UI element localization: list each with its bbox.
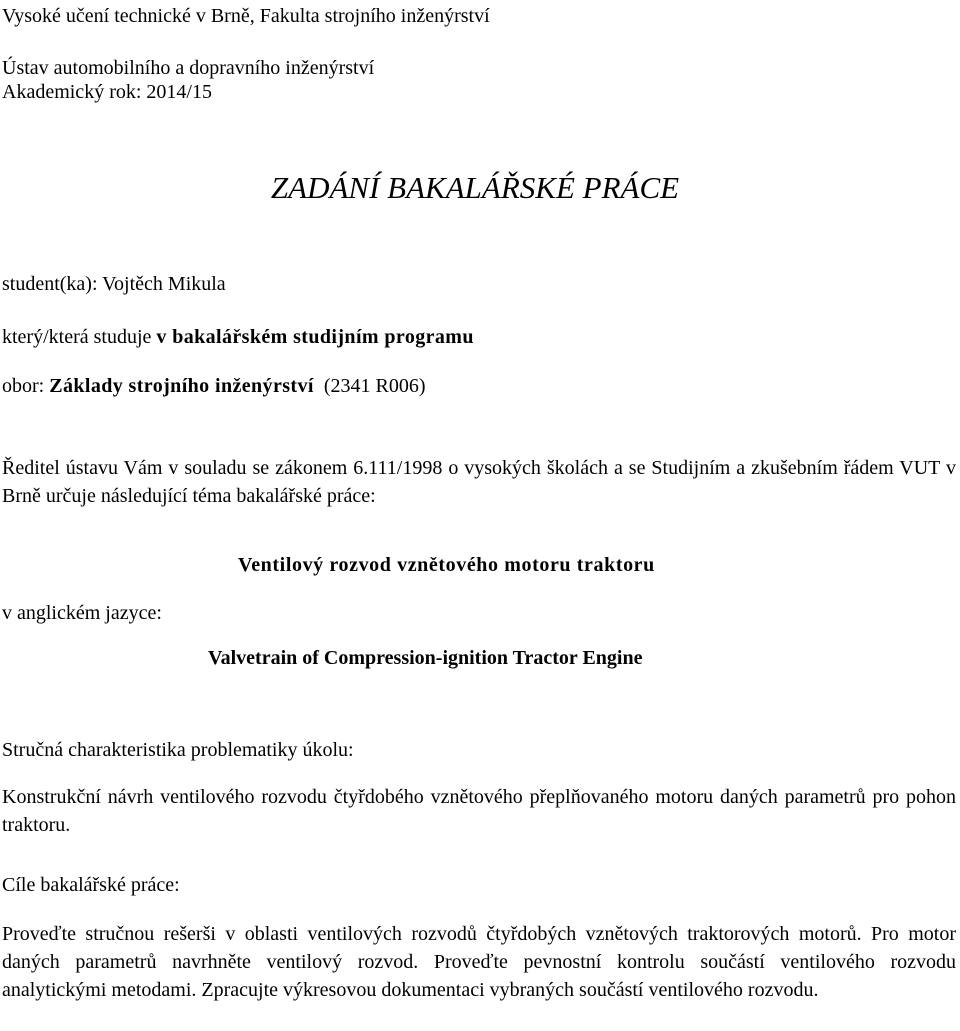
characteristics-heading: Stručná charakteristika problematiky úkolu:: [2, 739, 354, 761]
student-name: Vojtěch Mikula: [102, 273, 226, 295]
program-line: [2, 325, 474, 349]
student-line: [2, 272, 226, 296]
topic-czech: Ventilový rozvod vznětového motoru traktoru: [238, 554, 655, 576]
institute-name: Ústav automobilního a dopravního inženýrství: [2, 57, 375, 79]
program-value: v bakalářském studijním programu: [156, 326, 474, 348]
program-prefix: který/která studuje: [2, 326, 157, 348]
field-prefix: obor:: [2, 375, 50, 397]
field-value: Základy strojního inženýrství: [49, 375, 314, 397]
characteristics-text: Konstrukční návrh ventilového rozvodu čtyřdobého vznětového přeplňovaného motoru daných parametrů pro pohon traktoru.: [2, 786, 956, 836]
goals-text: Proveďte stručnou rešerši v oblasti ventilových rozvodů čtyřdobých vznětových traktorových motorů. Pro motor daných parametrů navrhněte ventilový rozvod. Proveďte pevnostní kontrolu součástí ventilového rozvodu analytickými metodami. Zpracujte výkresovou dokumentaci vybraných součástí ventilového rozvodu.: [2, 923, 956, 1001]
academic-year: Akademický rok: 2014/15: [2, 81, 212, 103]
student-label: student(ka):: [2, 273, 103, 295]
topic-english: Valvetrain of Compression-ignition Tractor Engine: [208, 647, 643, 669]
field-code: (2341 R006): [323, 375, 426, 397]
english-label: v anglickém jazyce:: [2, 602, 162, 624]
document-title: ZADÁNÍ BAKALÁŘSKÉ PRÁCE: [270, 170, 680, 205]
goals-heading: Cíle bakalářské práce:: [2, 874, 180, 896]
field-line: [2, 374, 426, 398]
university-name: Vysoké učení technické v Brně, Fakulta strojního inženýrství: [2, 5, 490, 27]
intro-paragraph: Ředitel ústavu Vám v souladu se zákonem 6.111/1998 o vysokých školách a se Studijním a zkušebním řádem VUT v Brně určuje následující téma bakalářské práce:: [2, 457, 956, 507]
